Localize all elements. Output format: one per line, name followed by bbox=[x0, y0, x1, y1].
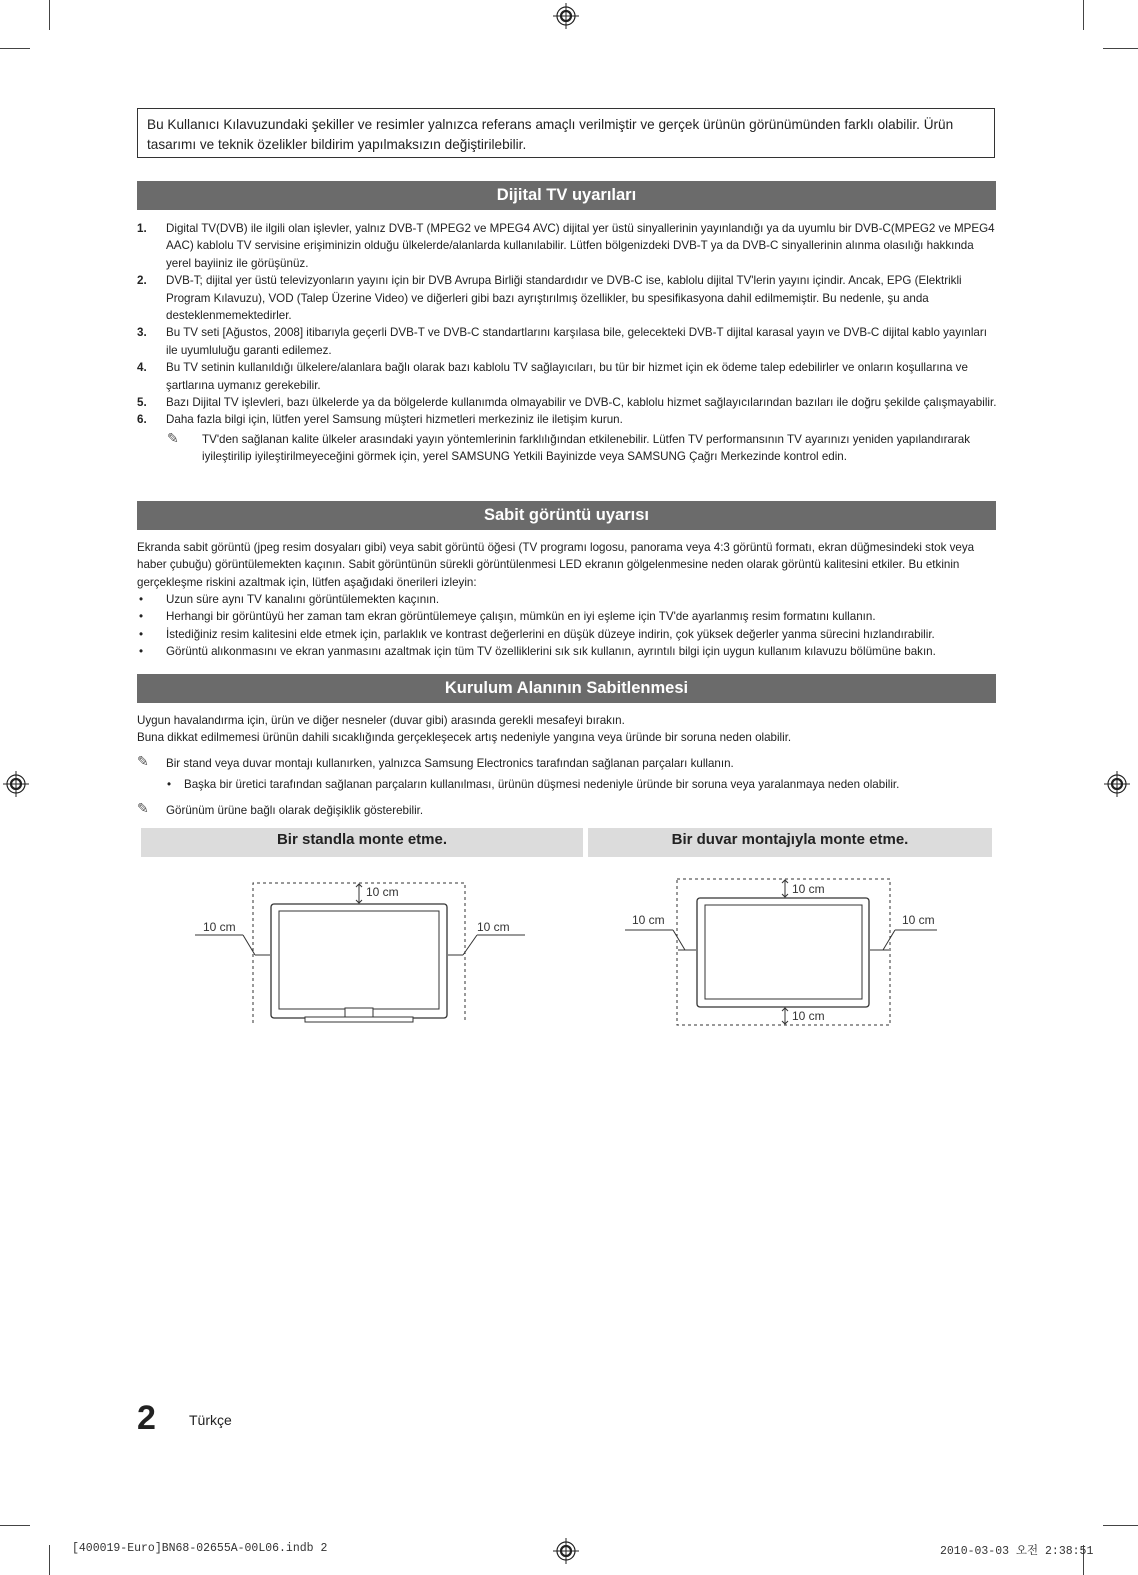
list-item: • İstediğiniz resim kalitesini elde etmek için, parlaklık ve kontrast değerlerini en düşük düzeye indirin, çok yüksek değerler yanma sürecini hızlandırabilir. bbox=[139, 627, 935, 641]
list-item: 2. DVB-T; dijital yer üstü televizyonların yayını için bir DVB Avrupa Birliği standardıdır ve DVB-C ise, kablolu dijital TV'lerin yayını içindir. Ancak, EPG (Elektrikli Program Kılavuzu), VOD (Talep Üzerine Video) ve diğerleri gibi bazı ayrıştırılmış özellikler, bu spesifikasyona dahil edilmemiştir. Bu nedenle, şu anda desteklenmemektedirler. bbox=[137, 274, 962, 323]
section-title-still-image: Sabit görüntü uyarısı bbox=[137, 501, 996, 530]
installation-note-1: ✎ Bir stand veya duvar montajı kullanırken, yalnızca Samsung Electronics tarafından sağlanan parçaları kullanın. bbox=[137, 753, 734, 770]
registration-mark-icon bbox=[1104, 771, 1130, 797]
registration-mark-icon bbox=[3, 771, 29, 797]
print-file-info: [400019-Euro]BN68-02655A-00L06.indb 2 bbox=[72, 1542, 328, 1555]
list-item: 1. Digital TV(DVB) ile ilgili olan işlevler, yalnız DVB-T (MPEG2 ve MPEG4 AVC) dijital yer üstü sinyallerinin yayınlandığı ya da uyumlu bir DVB-C(MPEG2 ve MPEG4 AAC) kablolu TV servisine erişiminizin olduğu ülkelerde/alanlarda kullanılabilir. Lütfen bölgenizdeki DVB-T ya da DVB-C sinyallerinin alınma olasılığı hakkında yerel bayiiniz ile görüşünüz. bbox=[137, 222, 995, 270]
dimension-label-right: 10 cm bbox=[902, 913, 935, 927]
list-item: 3. Bu TV seti [Ağustos, 2008] itibarıyla geçerli DVB-T ve DVB-C standartlarını karşılasa bile, gelecekteki DVB-T dijital karasal yayın ve DVB-C dijital kablo yayınları ile uyumluluğu garanti edilemez. bbox=[137, 326, 987, 357]
list-item: 6. Daha fazla bilgi için, lütfen yerel Samsung müşteri hizmetleri merkeziniz ile iletişim kurun. bbox=[137, 413, 623, 427]
wall-mount-heading: Bir duvar montajıyla monte etme. bbox=[588, 828, 992, 857]
page-number: 2 bbox=[137, 1399, 156, 1437]
registration-mark-icon bbox=[553, 3, 579, 29]
stand-mount-diagram bbox=[195, 875, 525, 1035]
wall-mount-diagram bbox=[625, 870, 945, 1035]
digital-tv-warnings-list bbox=[137, 220, 997, 466]
registration-mark-icon bbox=[553, 1538, 579, 1564]
page-language: Türkçe bbox=[189, 1412, 232, 1428]
crop-mark bbox=[0, 48, 30, 49]
section-title-digital-tv: Dijital TV uyarıları bbox=[137, 181, 996, 210]
note-pencil-icon: ✎ bbox=[137, 800, 149, 816]
crop-mark bbox=[1103, 48, 1138, 49]
stand-mount-heading: Bir standla monte etme. bbox=[141, 828, 583, 857]
crop-mark bbox=[1083, 0, 1084, 30]
installation-line-2: Buna dikkat edilmemesi ürünün dahili sıcaklığında gerçekleşecek artış nedeniyle yangına veya üründe bir soruna neden olabilir. bbox=[137, 731, 792, 744]
note-pencil-icon: ✎ bbox=[137, 753, 149, 769]
installation-subbullet: • Başka bir üretici tarafından sağlanan parçaların kullanılması, ürünün düşmesi nedeniyle üründe bir soruna veya yaralanmaya neden olabilir. bbox=[167, 778, 900, 791]
installation-note-2: ✎ Görünüm ürüne bağlı olarak değişiklik gösterebilir. bbox=[137, 800, 424, 817]
list-item: 4. Bu TV setinin kullanıldığı ülkelere/alanlara bağlı olarak bazı kablolu TV sağlayıcıları, bu tür bir hizmet için ek ödeme talep edebilirler ve onların koşullarına ve şartlarına uymanız gerekebilir. bbox=[137, 361, 968, 392]
list-item: • Görüntü alıkonmasını ve ekran yanmasını azaltmak için tüm TV özelliklerini sık sık kullanın, ayrıntılı bilgi için uygun kullanım kılavuzu bölümüne bakın. bbox=[139, 645, 936, 659]
crop-mark bbox=[49, 1545, 50, 1575]
dimension-label-left: 10 cm bbox=[632, 913, 665, 927]
list-item: 5. Bazı Dijital TV işlevleri, bazı ülkelerde ya da bölgelerde kullanımda olmayabilir ve DVB-C, kablolu hizmet sağlayıcılarından bazıları ile doğru şekilde çalışmayabilir. bbox=[137, 396, 997, 410]
section-title-installation: Kurulum Alanının Sabitlenmesi bbox=[137, 674, 996, 703]
crop-mark bbox=[0, 1525, 30, 1526]
still-image-bullets bbox=[137, 591, 997, 661]
list-item: • Uzun süre aynı TV kanalını görüntülemekten kaçının. bbox=[139, 593, 440, 606]
crop-mark bbox=[1103, 1525, 1138, 1526]
dimension-label-left: 10 cm bbox=[203, 920, 236, 934]
dimension-label-right: 10 cm bbox=[477, 920, 510, 934]
dimension-label-top: 10 cm bbox=[792, 882, 825, 896]
still-image-intro: Ekranda sabit görüntü (jpeg resim dosyaları gibi) veya sabit görüntü öğesi (TV programı logosu, panorama veya 4:3 görüntü formatı, ekran düğmesindeki stok veya haber çubuğu) görüntülemekten kaçının. Sabit görüntünün sürekli görüntülenmesi LED ekranın gölgelenmesine neden olarak görüntü kalitesini etkiler. Bu etkinin gerçekleşme riskini azaltmak için, lütfen aşağıdaki önerileri izleyin: bbox=[137, 541, 975, 589]
disclaimer-box: Bu Kullanıcı Kılavuzundaki şekiller ve resimler yalnızca referans amaçlı verilmiştir ve gerçek ürünün görünümünden farklı olabilir. Ürün tasarımı ve teknik özelikler bildirim yapılmaksızın değiştirilebilir. bbox=[137, 108, 995, 158]
note-pencil-icon: ✎ bbox=[167, 429, 179, 446]
list-item: • Herhangi bir görüntüyü her zaman tam ekran görüntülemeye çalışın, mümkün en iyi eşleme için TV'de ayarlanmış resim formatını kullanın. bbox=[139, 610, 876, 624]
dimension-label-top: 10 cm bbox=[366, 885, 399, 899]
crop-mark bbox=[49, 0, 50, 30]
dimension-label-bottom: 10 cm bbox=[792, 1009, 825, 1023]
print-date-info: 2010-03-03 오전 2:38:51 bbox=[940, 1545, 1094, 1558]
note-item: ✎ TV'den sağlanan kalite ülkeler arasındaki yayın yöntemlerinin farklılığından etkilenebilir. Lütfen TV performansının TV ayarınızı yeniden yapılandırarak iyileştirilip iyileştirilmeyeceğini görmek için, yerel SAMSUNG Yetkili Bayinizde veya SAMSUNG Çağrı Merkezinde kontrol edin. bbox=[167, 429, 971, 464]
installation-line-1: Uygun havalandırma için, ürün ve diğer nesneler (duvar gibi) arasında gerekli mesafeyi bırakın. bbox=[137, 714, 625, 727]
